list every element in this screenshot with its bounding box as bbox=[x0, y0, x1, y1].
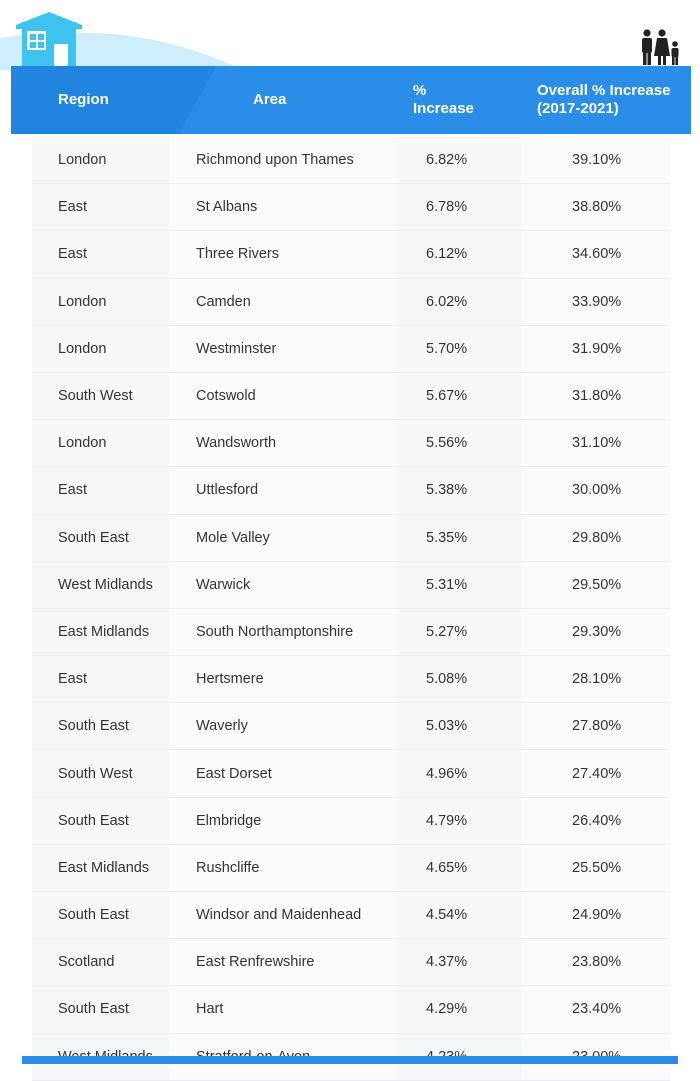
cell-background bbox=[32, 467, 169, 513]
table-row bbox=[32, 750, 670, 797]
cell-region: South East bbox=[58, 812, 129, 829]
cell-region: London bbox=[58, 152, 107, 169]
table-row bbox=[32, 939, 670, 986]
header-shade bbox=[11, 66, 216, 134]
table-row bbox=[32, 656, 670, 703]
cell-area: Rushcliffe bbox=[196, 859, 260, 876]
cell-area: East Renfrewshire bbox=[196, 954, 315, 971]
table-body bbox=[32, 137, 670, 1081]
cell-overall-increase: 28.10% bbox=[572, 671, 622, 688]
cell-area: Hart bbox=[196, 1001, 224, 1018]
cell-region: London bbox=[58, 340, 107, 357]
cell-area: East Dorset bbox=[196, 765, 272, 782]
cell-percent-increase: 5.03% bbox=[426, 718, 468, 735]
house-icon bbox=[16, 12, 82, 70]
cell-region: London bbox=[58, 293, 107, 310]
cell-area: South Northamptonshire bbox=[196, 623, 354, 640]
cell-region: South West bbox=[58, 388, 133, 405]
column-header-area: Area bbox=[253, 91, 287, 108]
table-row bbox=[32, 986, 670, 1033]
cell-area: Cotswold bbox=[196, 388, 256, 405]
table-row bbox=[32, 467, 670, 514]
cell-percent-increase: 5.70% bbox=[426, 340, 468, 357]
cell-overall-increase: 23.80% bbox=[572, 954, 622, 971]
footer-bar bbox=[22, 1056, 678, 1064]
cell-area: Three Rivers bbox=[196, 246, 279, 263]
cell-region: South West bbox=[58, 765, 133, 782]
cell-overall-increase: 29.80% bbox=[572, 529, 622, 546]
table-row bbox=[32, 892, 670, 939]
cell-overall-increase: 25.50% bbox=[572, 859, 622, 876]
table-row bbox=[32, 231, 670, 278]
cell-region: East bbox=[58, 199, 88, 216]
cell-area: Richmond upon Thames bbox=[196, 152, 354, 169]
cell-overall-increase: 33.90% bbox=[572, 293, 622, 310]
cell-overall-increase: 31.10% bbox=[572, 435, 622, 452]
cell-region: London bbox=[58, 435, 107, 452]
cell-area: Westminster bbox=[196, 340, 277, 357]
cell-background bbox=[32, 184, 169, 230]
cell-area: Hertsmere bbox=[196, 671, 264, 688]
table-row bbox=[32, 845, 670, 892]
cell-percent-increase: 6.82% bbox=[426, 152, 468, 169]
cell-percent-increase: 6.12% bbox=[426, 246, 468, 263]
cell-overall-increase: 29.30% bbox=[572, 623, 622, 640]
cell-overall-increase: 30.00% bbox=[572, 482, 622, 499]
header-decoration bbox=[0, 0, 700, 70]
overall-increase-header-text: Overall % Increase (2017-2021) bbox=[537, 82, 671, 117]
cell-region: Scotland bbox=[58, 954, 115, 971]
cell-region: South East bbox=[58, 1001, 129, 1018]
table-row bbox=[32, 184, 670, 231]
cell-overall-increase: 27.40% bbox=[572, 765, 622, 782]
cell-region: East bbox=[58, 482, 88, 499]
cell-background bbox=[32, 231, 169, 277]
cell-percent-increase: 6.78% bbox=[426, 199, 468, 216]
cell-region: East Midlands bbox=[58, 623, 150, 640]
cell-region: East bbox=[58, 246, 88, 263]
table-row bbox=[32, 420, 670, 467]
cell-background bbox=[32, 656, 169, 702]
column-header-region: Region bbox=[58, 91, 109, 108]
table-row bbox=[32, 326, 670, 373]
cell-percent-increase: 5.08% bbox=[426, 671, 468, 688]
cell-percent-increase: 4.79% bbox=[426, 812, 468, 829]
cell-percent-increase: 5.35% bbox=[426, 529, 468, 546]
cell-region: South East bbox=[58, 718, 129, 735]
cell-area: Elmbridge bbox=[196, 812, 262, 829]
cell-region: South East bbox=[58, 529, 129, 546]
cell-percent-increase: 6.02% bbox=[426, 293, 468, 310]
cell-area: Camden bbox=[196, 293, 251, 310]
table-row bbox=[32, 373, 670, 420]
cell-area: Warwick bbox=[196, 576, 251, 593]
table-row bbox=[32, 703, 670, 750]
table-row bbox=[32, 515, 670, 562]
percent-increase-header-text: % Increase bbox=[413, 82, 474, 117]
cell-overall-increase: 39.10% bbox=[572, 152, 622, 169]
cell-area: Wandsworth bbox=[196, 435, 277, 452]
cell-area: Windsor and Maidenhead bbox=[196, 907, 362, 924]
cell-percent-increase: 5.67% bbox=[426, 388, 468, 405]
cell-percent-increase: 4.29% bbox=[426, 1001, 468, 1018]
cell-overall-increase: 31.90% bbox=[572, 340, 622, 357]
cell-overall-increase: 23.40% bbox=[572, 1001, 622, 1018]
cell-percent-increase: 5.31% bbox=[426, 576, 468, 593]
cell-overall-increase: 38.80% bbox=[572, 199, 622, 216]
column-header-percent-increase bbox=[413, 66, 475, 134]
cell-region: South East bbox=[58, 907, 129, 924]
cell-percent-increase: 4.54% bbox=[426, 907, 468, 924]
table-row bbox=[32, 562, 670, 609]
table-row bbox=[32, 279, 670, 326]
table-row bbox=[32, 609, 670, 656]
cell-region: West Midlands bbox=[58, 576, 153, 593]
column-header-overall-increase bbox=[537, 66, 677, 134]
cell-percent-increase: 5.56% bbox=[426, 435, 468, 452]
cell-percent-increase: 5.38% bbox=[426, 482, 468, 499]
table-row bbox=[32, 798, 670, 845]
table-row bbox=[32, 137, 670, 184]
cell-percent-increase: 4.65% bbox=[426, 859, 468, 876]
cell-overall-increase: 31.80% bbox=[572, 388, 622, 405]
cell-percent-increase: 5.27% bbox=[426, 623, 468, 640]
cell-overall-increase: 26.40% bbox=[572, 812, 622, 829]
cell-percent-increase: 4.96% bbox=[426, 765, 468, 782]
cell-area: Mole Valley bbox=[196, 529, 270, 546]
cell-overall-increase: 29.50% bbox=[572, 576, 622, 593]
family-icon bbox=[642, 29, 679, 65]
table-header bbox=[11, 66, 691, 134]
cell-overall-increase: 24.90% bbox=[572, 907, 622, 924]
cell-region: East bbox=[58, 671, 88, 688]
cell-area: St Albans bbox=[196, 199, 258, 216]
cell-area: Waverly bbox=[196, 718, 248, 735]
cell-area: Uttlesford bbox=[196, 482, 259, 499]
cell-overall-increase: 34.60% bbox=[572, 246, 622, 263]
cell-overall-increase: 27.80% bbox=[572, 718, 622, 735]
cell-region: East Midlands bbox=[58, 859, 150, 876]
cell-percent-increase: 4.37% bbox=[426, 954, 468, 971]
